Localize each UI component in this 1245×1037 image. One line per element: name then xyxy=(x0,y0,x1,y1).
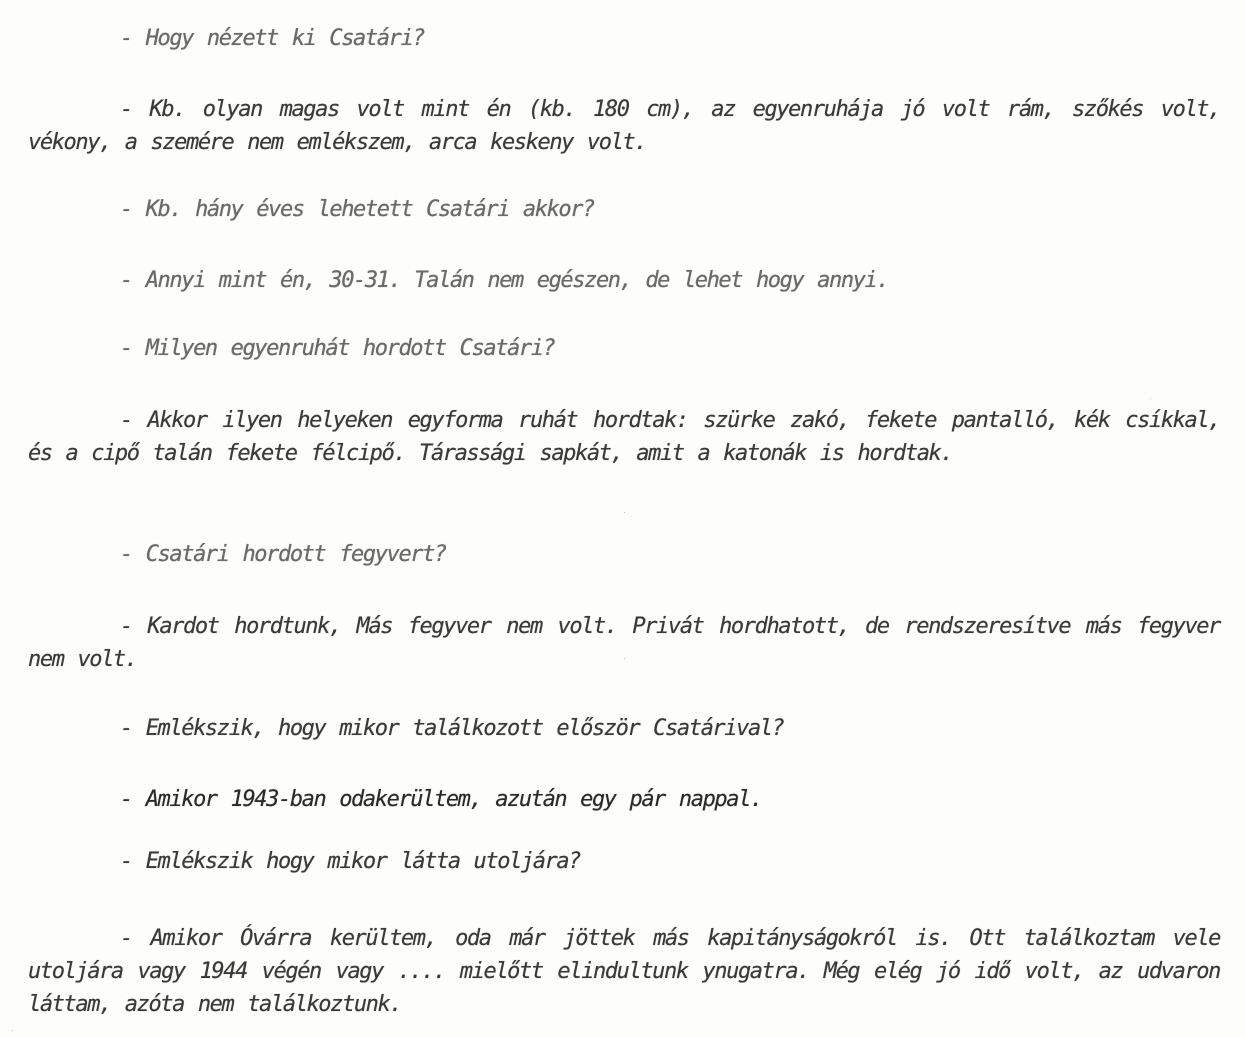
answer-weapon: - Kardot hordtunk, Más fegyver nem volt. Privát hordhatott, de rendszeresítve más fegyver nem volt. xyxy=(28,614,1220,672)
scan-speck xyxy=(624,658,625,659)
scan-speck xyxy=(12,1030,13,1031)
answer-last-seen: - Amikor Óvárra kerültem, oda már jöttek más kapitányságokról is. Ott találkoztam vele utoljára vagy 1944 végén vagy .... mielőtt elindultunk ynugatra. Még elég jó idő volt, az udvaron láttam, azóta nem találkoztunk. xyxy=(28,926,1220,1017)
question-uniform: - Milyen egyenruhát hordott Csatári? xyxy=(120,336,555,361)
scan-speck xyxy=(624,512,625,513)
scan-speck xyxy=(1150,398,1151,399)
question-appearance: - Hogy nézett ki Csatári? xyxy=(120,26,425,51)
question-weapon: - Csatári hordott fegyvert? xyxy=(120,542,446,567)
answer-age: - Annyi mint én, 30-31. Talán nem egészen, de lehet hogy annyi. xyxy=(120,268,889,293)
question-last-seen: - Emlékszik hogy mikor látta utoljára? xyxy=(120,849,581,874)
answer-first-meeting: - Amikor 1943-ban odakerültem, azután egy pár nappal. xyxy=(120,787,762,812)
answer-appearance: - Kb. olyan magas volt mint én (kb. 180 cm), az egyenruhája jó volt rám, szőkés volt, vékony, a szemére nem emlékszem, arca keskeny volt. xyxy=(28,97,1220,155)
question-first-meeting: - Emlékszik, hogy mikor találkozott először Csatárival? xyxy=(120,716,784,741)
answer-uniform: - Akkor ilyen helyeken egyforma ruhát hordtak: szürke zakó, fekete pantalló, kék csíkkal, és a cipő talán fekete félcipő. Tárassági sapkát, amit a katonák is hordtak. xyxy=(28,408,1220,466)
question-age: - Kb. hány éves lehetett Csatári akkor? xyxy=(120,197,594,222)
